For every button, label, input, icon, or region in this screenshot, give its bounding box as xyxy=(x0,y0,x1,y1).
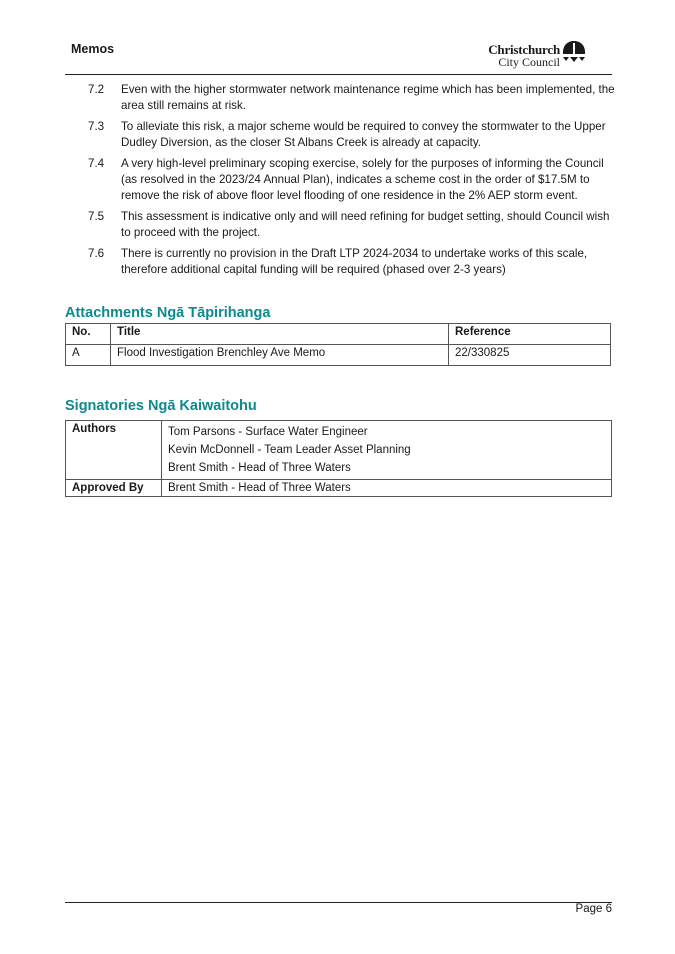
paragraph-item xyxy=(88,119,618,151)
cell-reference: 22/330825 xyxy=(449,345,611,366)
council-logo-icon xyxy=(562,40,586,66)
table-row xyxy=(66,345,611,366)
paragraph-number: 7.3 xyxy=(88,120,105,133)
paragraph-text: To alleviate this risk, a major scheme would be required to convey the stormwater to the Upper Dudley Diversion, as the closer St Albans Creek is already at capacity. xyxy=(121,120,606,149)
paragraph-item xyxy=(88,209,618,241)
paragraph-number: 7.6 xyxy=(88,247,105,260)
signatories-table xyxy=(65,420,612,497)
page-number: Page 6 xyxy=(575,903,612,915)
attachments-table xyxy=(65,323,611,366)
table-row xyxy=(66,480,612,497)
approved-by-cell: Brent Smith - Head of Three Waters xyxy=(162,480,612,497)
column-header-no: No. xyxy=(66,324,111,345)
signatories-heading: Signatories Ngā Kaiwaitohu xyxy=(65,398,257,414)
attachments-heading: Attachments Ngā Tāpirihanga xyxy=(65,305,271,321)
author-name: Kevin McDonnell - Team Leader Asset Planning xyxy=(168,444,411,456)
author-name: Tom Parsons - Surface Water Engineer xyxy=(168,426,368,438)
authors-label: Authors xyxy=(66,421,162,480)
cell-title: Flood Investigation Brenchley Ave Memo xyxy=(111,345,449,366)
paragraph-item xyxy=(88,82,618,114)
paragraph-text: There is currently no provision in the Draft LTP 2024-2034 to undertake works of this scale, therefore additional capital funding will be required (phased over 2-3 years) xyxy=(121,247,588,276)
author-name: Brent Smith - Head of Three Waters xyxy=(168,462,351,474)
page-footer xyxy=(65,902,612,915)
logo-line-1: Christchurch xyxy=(488,42,560,57)
column-header-reference: Reference xyxy=(449,324,611,345)
table-row xyxy=(66,421,612,480)
logo-line-2: City Council xyxy=(498,55,560,69)
paragraph-text: Even with the higher stormwater network maintenance regime which has been implemented, the area still remains at risk. xyxy=(121,83,615,112)
page-header xyxy=(65,38,612,75)
column-header-title: Title xyxy=(111,324,449,345)
paragraph-number: 7.4 xyxy=(88,157,105,170)
numbered-paragraphs xyxy=(88,82,618,283)
paragraph-item xyxy=(88,246,618,278)
table-header-row xyxy=(66,324,611,345)
paragraph-text: This assessment is indicative only and will need refining for budget setting, should Council wish to proceed with the project. xyxy=(121,210,610,239)
approved-by-label: Approved By xyxy=(66,480,162,497)
paragraph-number: 7.5 xyxy=(88,210,105,223)
authors-cell xyxy=(162,421,612,480)
paragraph-text: A very high-level preliminary scoping exercise, solely for the purposes of informing the Council (as resolved in the 2023/24 Annual Plan), indicates a scheme cost in the order of $17.5M to remove the risk of above floor level flooding of one residence in the 2% AEP storm event. xyxy=(121,157,604,202)
cell-no: A xyxy=(66,345,111,366)
paragraph-number: 7.2 xyxy=(88,83,105,96)
section-title: Memos xyxy=(71,42,115,56)
paragraph-item xyxy=(88,156,618,204)
